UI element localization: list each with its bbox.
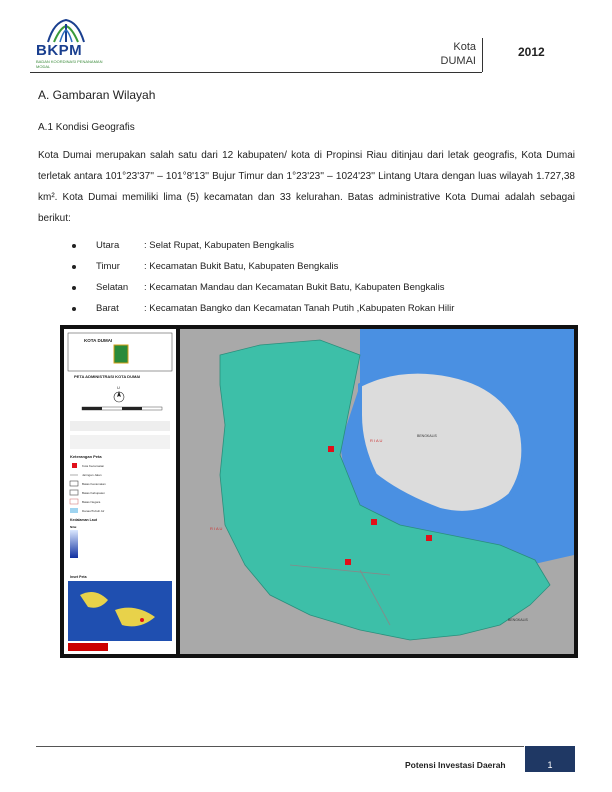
boundary-value: : Kecamatan Bangko dan Kecamatan Tanah Putih ,Kabupaten Rokan Hilir <box>144 303 455 314</box>
map-credit-badge <box>68 643 108 651</box>
sea-label: R I A U <box>370 438 383 443</box>
page-number-box <box>525 746 575 772</box>
map-nilai: Nilai <box>70 525 77 529</box>
boundary-direction: Utara <box>96 240 120 251</box>
boundary-direction: Barat <box>96 303 119 314</box>
bullet-icon <box>72 265 76 269</box>
map-metadata-block <box>70 421 170 431</box>
header-rule <box>30 72 482 73</box>
legend-kecamatan-swatch <box>70 481 78 486</box>
map-legend-title: PETA ADMINISTRASI KOTA DUMAI <box>74 374 141 379</box>
bkpm-emblem-icon <box>44 18 88 44</box>
section-title: A. Gambaran Wilayah <box>38 88 156 102</box>
bkpm-logo <box>30 18 103 70</box>
boundary-direction: Timur <box>96 261 120 272</box>
boundary-direction: Selatan <box>96 282 129 293</box>
page-number: 1 <box>547 760 553 770</box>
bullet-icon <box>72 307 76 311</box>
body-paragraph: Kota Dumai merupakan salah satu dari 12 kabupaten/ kota di Propinsi Riau ditinjau dari letak geografis, Kota Dumai terletak antara 101°23'37'' – 101°8'13'' Bujur Timur dan 1°23'23'' – 1024'23'' Lintang Utara dengan luas wilayah 1.727,38 km². Kota Dumai memiliki lima (5) kecamatan dan 33 kelurahan. Batas administrative Kota Dumai adalah sebagai berikut: <box>38 150 575 224</box>
legend-item: Batas Kecamatan <box>82 482 106 486</box>
bullet-icon <box>72 286 76 290</box>
legend-item: Batas Kabupaten <box>82 491 106 495</box>
logo-tagline: BADAN KOORDINASI PENANAMAN MODAL <box>36 59 103 69</box>
legend-item: Batas Negara <box>82 500 101 504</box>
logo-text: BKPM <box>36 42 83 59</box>
region-label: BENGKALIS <box>417 434 437 438</box>
boundary-value: : Kecamatan Bukit Batu, Kabupaten Bengkalis <box>144 261 339 272</box>
footer-rule <box>36 746 524 747</box>
dumai-crest-icon <box>114 345 128 363</box>
legend-water-swatch <box>70 508 78 513</box>
sea-label: R I A U <box>210 526 223 531</box>
legend-negara-swatch <box>70 499 78 504</box>
legend-item: Danau/Tubuh Air <box>82 509 105 513</box>
depth-gradient <box>70 530 78 558</box>
boundary-value: : Selat Rupat, Kabupaten Bengkalis <box>144 240 294 251</box>
map-inset-label: Inset Peta <box>70 575 87 579</box>
kecamatan-marker <box>371 519 377 525</box>
header-city-line1: Kota <box>453 41 476 53</box>
map-kedalaman: Kedalaman Laut <box>70 518 98 522</box>
header-city <box>441 40 476 68</box>
legend-item: Jaringan Jalan <box>82 473 102 477</box>
header-year: 2012 <box>518 45 545 59</box>
map-north-label: U <box>117 385 120 390</box>
map-metadata-block <box>70 435 170 449</box>
kecamatan-marker <box>426 535 432 541</box>
boundary-value: : Kecamatan Mandau dan Kecamatan Bukit Batu, Kabupaten Bengkalis <box>144 282 445 293</box>
region-label: BENGKALIS <box>508 618 528 622</box>
kecamatan-marker <box>345 559 351 565</box>
bullet-icon <box>72 244 76 248</box>
header-divider <box>482 38 483 72</box>
subsection-title: A.1 Kondisi Geografis <box>38 122 135 133</box>
footer-title: Potensi Investasi Daerah <box>405 760 506 770</box>
inset-locator-dot <box>140 618 144 622</box>
legend-item: Kota Kecamatan <box>82 464 105 468</box>
legend-marker-swatch <box>72 463 77 468</box>
map-legend-header: KOTA DUMAI <box>84 338 113 343</box>
administrative-map <box>60 325 578 658</box>
scale-bar-segment <box>82 407 102 410</box>
legend-kabupaten-swatch <box>70 490 78 495</box>
kecamatan-marker <box>328 446 334 452</box>
map-keterangan: Keterangan Peta <box>70 454 102 459</box>
scale-bar-segment <box>122 407 142 410</box>
header-city-line2: DUMAI <box>440 55 476 67</box>
